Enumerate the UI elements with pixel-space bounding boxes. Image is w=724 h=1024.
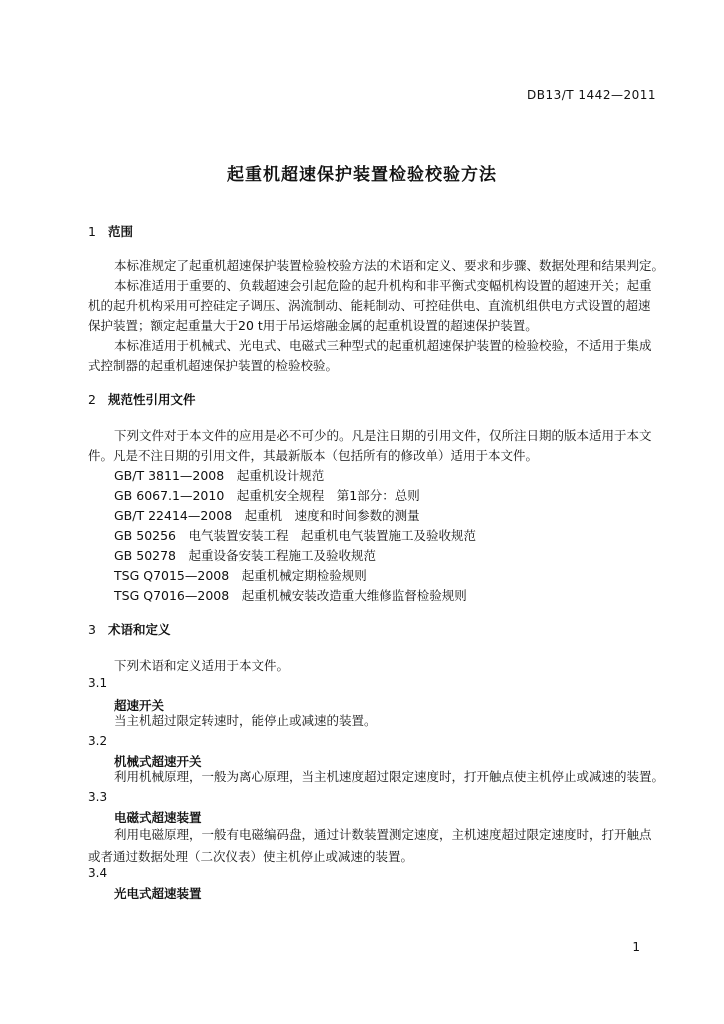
paragraph-line: 机的起升机构采用可控硅定子调压、涡流制动、能耗制动、可控硅供电、直流机组供电方式设置的超速 (88, 298, 651, 313)
standard-code: DB13/T 1442—2011 (526, 88, 656, 102)
section-title: 规范性引用文件 (108, 392, 196, 407)
term-number: 3.2 (88, 734, 108, 748)
definition-line: 利用电磁原理，一般有电磁编码盘，通过计数装置测定速度，主机速度超过限定速度时，打开触点 (114, 827, 652, 842)
reference-item: GB 6067.1—2010 起重机安全规程 第1部分：总则 (114, 488, 420, 503)
section-number: 3 (88, 622, 96, 637)
section-number: 2 (88, 392, 96, 407)
paragraph-line: 本标准规定了起重机超速保护装置检验校验方法的术语和定义、要求和步骤、数据处理和结果判定。 (114, 258, 665, 273)
paragraph-line: 下列文件对于本文件的应用是必不可少的。凡是注日期的引用文件，仅所注日期的版本适用于本文 (114, 428, 652, 443)
reference-item: GB/T 22414—2008 起重机 速度和时间参数的测量 (114, 508, 420, 523)
term-number: 3.4 (88, 866, 108, 880)
document-title: 起重机超速保护装置检验校验方法 (227, 165, 497, 185)
section-3-intro: 下列术语和定义适用于本文件。 (114, 658, 290, 673)
term-name: 机械式超速开关 (114, 754, 202, 769)
reference-item: GB/T 3811—2008 起重机设计规范 (114, 468, 325, 483)
paragraph-line: 本标准适用于重要的、负载超速会引起危险的起升机构和非平衡式变幅机构设置的超速开关；起重 (114, 278, 652, 293)
paragraph-line: 件。凡是不注日期的引用文件，其最新版本（包括所有的修改单）适用于本文件。 (88, 448, 539, 463)
section-2-body (88, 426, 660, 466)
reference-item: TSG Q7015—2008 起重机械定期检验规则 (114, 568, 367, 583)
section-number: 1 (88, 224, 96, 239)
page-number: 1 (632, 940, 640, 954)
definition-line: 利用机械原理，一般为离心原理，当主机速度超过限定速度时，打开触点使主机停止或减速的装置。 (114, 769, 665, 784)
section-1-heading (88, 222, 133, 240)
section-3-heading (88, 620, 171, 638)
paragraph-line: 保护装置；额定起重量大于20 t用于吊运熔融金属的起重机设置的超速保护装置。 (88, 318, 538, 333)
definition-line: 或者通过数据处理（二次仪表）使主机停止或减速的装置。 (88, 849, 414, 864)
section-2-heading (88, 390, 196, 408)
reference-item: GB 50278 起重设备安装工程施工及验收规范 (114, 548, 377, 563)
section-title: 术语和定义 (108, 622, 171, 637)
term-definition (88, 766, 665, 788)
term-name: 光电式超速装置 (114, 886, 202, 901)
reference-item: TSG Q7016—2008 起重机械安装改造重大维修监督检验规则 (114, 588, 467, 603)
reference-item: GB 50256 电气装置安装工程 起重机电气装置施工及验收规范 (114, 528, 477, 543)
term-definition (88, 710, 660, 732)
term-number: 3.1 (88, 676, 108, 690)
definition-line: 当主机超过限定转速时，能停止或减速的装置。 (114, 713, 377, 728)
term-name: 电磁式超速装置 (114, 810, 202, 825)
section-1-body (88, 256, 665, 376)
term-name: 超速开关 (114, 698, 165, 713)
section-title: 范围 (108, 224, 134, 239)
paragraph-line: 本标准适用于机械式、光电式、电磁式三种型式的起重机超速保护装置的检验校验，不适用于集成 (114, 338, 652, 353)
term-definition (88, 824, 660, 868)
paragraph-line: 式控制器的起重机超速保护装置的检验校验。 (88, 358, 339, 373)
term-number: 3.3 (88, 790, 108, 804)
